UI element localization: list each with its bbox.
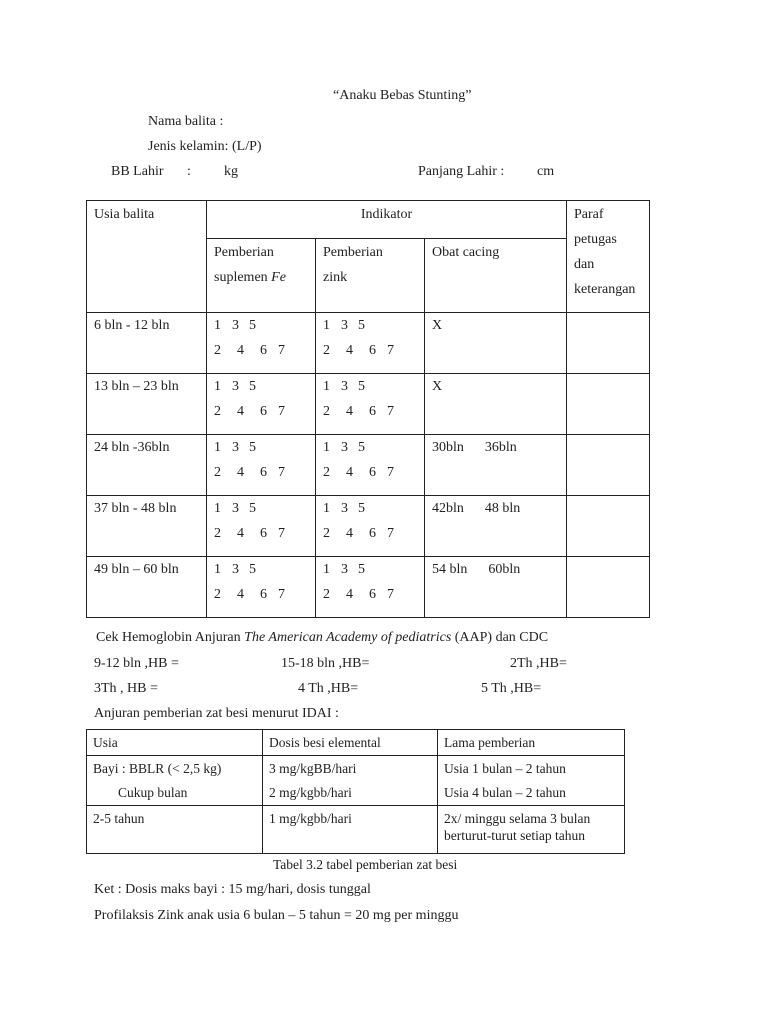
header-indicator: Indikator	[207, 201, 567, 239]
hb-intro: Cek Hemoglobin Anjuran The American Academy of pediatrics (AAP) dan CDC	[96, 630, 549, 645]
birth-weight-label: BB Lahir	[111, 164, 164, 179]
birth-length-unit: cm	[537, 164, 555, 179]
paraf-cell	[567, 496, 650, 557]
zink-schedule: 1 3 5 2 4 6 7	[316, 313, 425, 374]
birth-length-label: Panjang Lahir :	[418, 164, 505, 179]
obat-cacing-cell: X	[425, 374, 567, 435]
name-field-label: Nama balita :	[148, 114, 224, 129]
row-age: 37 bln - 48 bln	[87, 496, 207, 557]
fe-schedule: 1 3 5 2 4 6 7	[207, 557, 316, 618]
table-row	[87, 756, 625, 806]
usia-cell: 2-5 tahun	[87, 806, 263, 854]
header-age: Usia balita	[87, 201, 207, 313]
hb-2th: 2Th ,HB=	[510, 656, 567, 671]
table-row	[87, 806, 625, 854]
zink-schedule: 1 3 5 2 4 6 7	[316, 374, 425, 435]
obat-cacing-cell: X	[425, 313, 567, 374]
paraf-cell	[567, 557, 650, 618]
iron-dosage-table	[86, 729, 625, 854]
header-paraf: Paraf petugas dan keterangan	[567, 201, 650, 313]
table-row	[87, 435, 650, 496]
header-dosis: Dosis besi elemental	[263, 730, 438, 756]
paraf-cell	[567, 435, 650, 496]
row-age: 6 bln - 12 bln	[87, 313, 207, 374]
fe-schedule: 1 3 5 2 4 6 7	[207, 435, 316, 496]
paraf-cell	[567, 313, 650, 374]
row-age: 49 bln – 60 bln	[87, 557, 207, 618]
obat-cacing-cell: 42bln 48 bln	[425, 496, 567, 557]
zink-note: Profilaksis Zink anak usia 6 bulan – 5 tahun = 20 mg per minggu	[94, 908, 459, 923]
page-title: “Anaku Bebas Stunting”	[333, 88, 472, 103]
fe-schedule: 1 3 5 2 4 6 7	[207, 496, 316, 557]
hb-15-18: 15-18 bln ,HB=	[281, 656, 370, 671]
obat-cacing-cell: 54 bln 60bln	[425, 557, 567, 618]
fe-schedule: 1 3 5 2 4 6 7	[207, 374, 316, 435]
hb-3th: 3Th , HB =	[94, 681, 158, 696]
paraf-cell	[567, 374, 650, 435]
table-row	[87, 496, 650, 557]
birth-weight-colon: :	[187, 164, 191, 179]
table-header-row	[87, 201, 650, 239]
row-age: 13 bln – 23 bln	[87, 374, 207, 435]
dosis-cell: 1 mg/kgbb/hari	[263, 806, 438, 854]
subheader-fe: Pemberian suplemen Fe	[207, 239, 316, 313]
idai-heading: Anjuran pemberian zat besi menurut IDAI :	[94, 706, 339, 721]
ket-note: Ket : Dosis maks bayi : 15 mg/hari, dosis tunggal	[94, 882, 371, 897]
header-lama: Lama pemberian	[438, 730, 625, 756]
header-usia: Usia	[87, 730, 263, 756]
obat-cacing-cell: 30bln 36bln	[425, 435, 567, 496]
subheader-zink: Pemberian zink	[316, 239, 425, 313]
zink-schedule: 1 3 5 2 4 6 7	[316, 557, 425, 618]
table-header-row	[87, 730, 625, 756]
hb-9-12: 9-12 bln ,HB =	[94, 656, 179, 671]
usia-cell: Bayi : BBLR (< 2,5 kg) Cukup bulan	[87, 756, 263, 806]
fe-schedule: 1 3 5 2 4 6 7	[207, 313, 316, 374]
gender-field-label: Jenis kelamin: (L/P)	[148, 139, 262, 154]
table-row	[87, 313, 650, 374]
table-row	[87, 374, 650, 435]
table-row	[87, 557, 650, 618]
hb-4th: 4 Th ,HB=	[298, 681, 359, 696]
supplement-schedule-table	[86, 200, 650, 618]
row-age: 24 bln -36bln	[87, 435, 207, 496]
zink-schedule: 1 3 5 2 4 6 7	[316, 435, 425, 496]
lama-cell: Usia 1 bulan – 2 tahun Usia 4 bulan – 2 tahun	[438, 756, 625, 806]
table-caption: Tabel 3.2 tabel pemberian zat besi	[273, 857, 458, 872]
zink-schedule: 1 3 5 2 4 6 7	[316, 496, 425, 557]
lama-cell: 2x/ minggu selama 3 bulan berturut-turut setiap tahun	[438, 806, 625, 854]
subheader-obat-cacing: Obat cacing	[425, 239, 567, 313]
birth-weight-unit: kg	[224, 164, 238, 179]
hb-5th: 5 Th ,HB=	[481, 681, 542, 696]
dosis-cell: 3 mg/kgBB/hari 2 mg/kgbb/hari	[263, 756, 438, 806]
